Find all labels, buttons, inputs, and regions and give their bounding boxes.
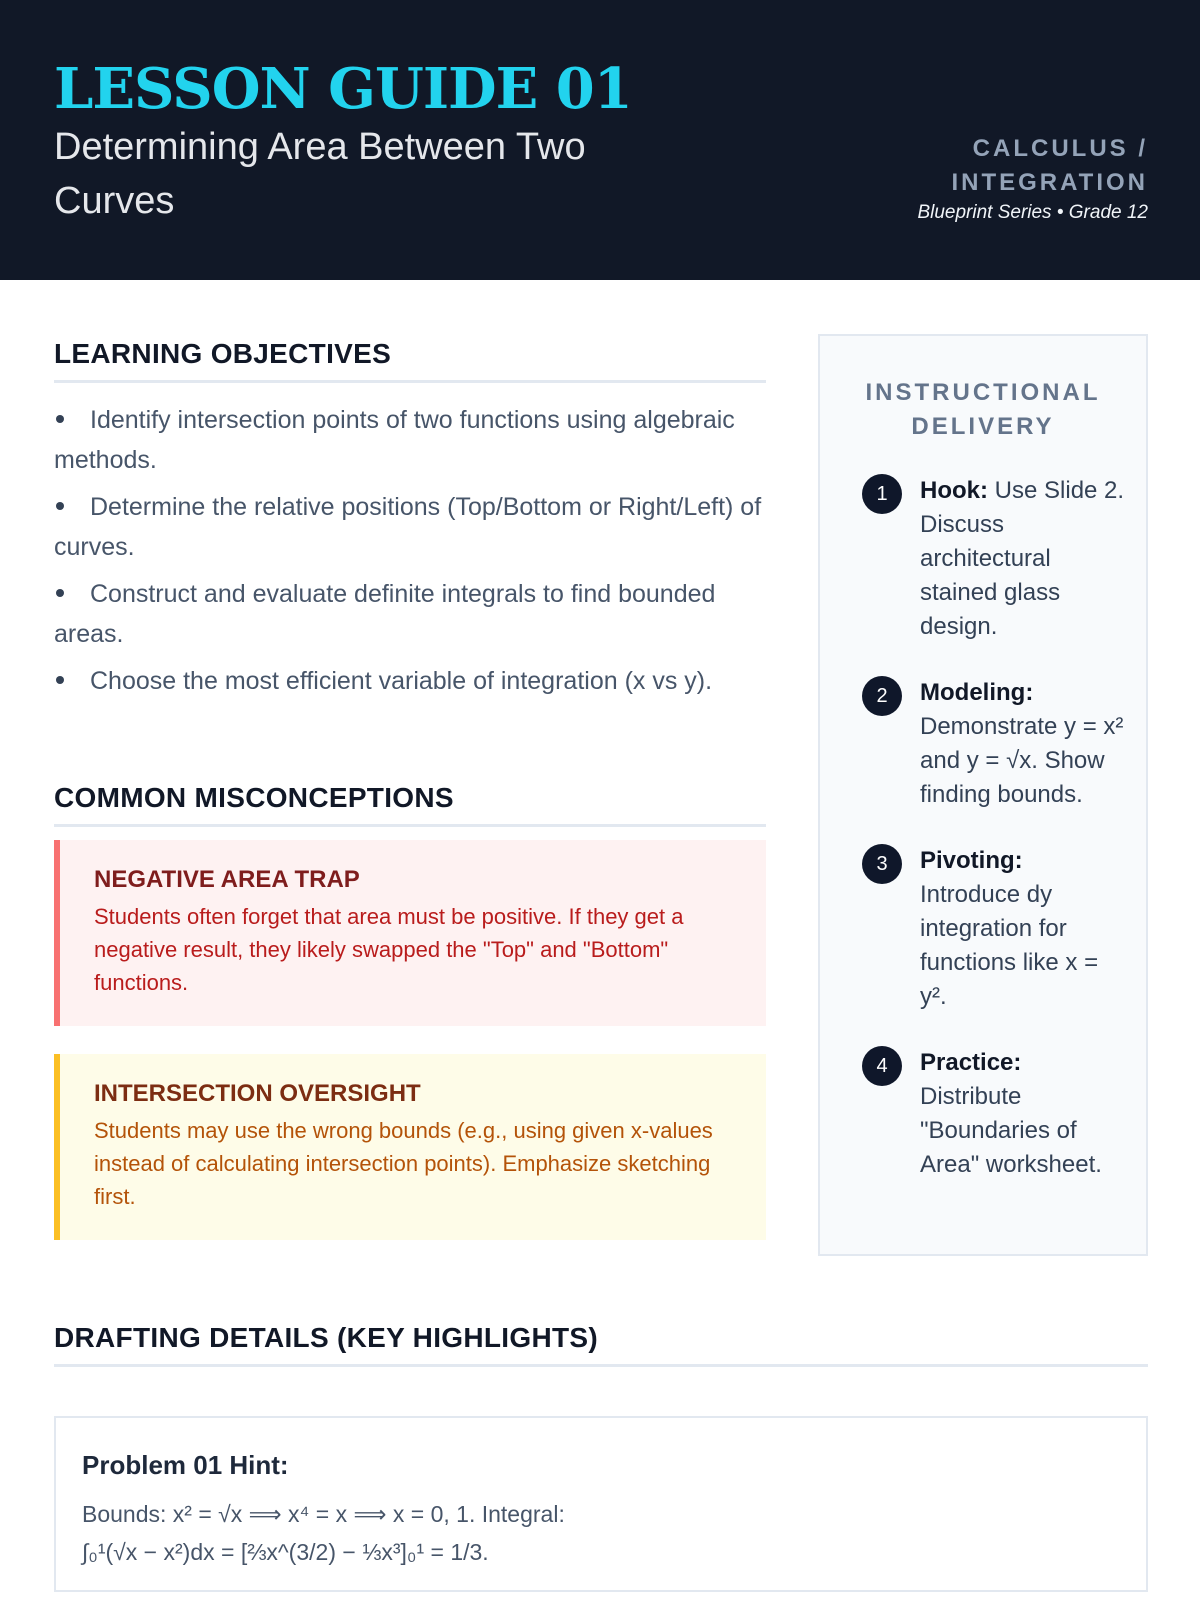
lesson-title: LESSON GUIDE 01 xyxy=(54,56,632,122)
step-text: Use Slide 2. Discuss architectural stained glass design. xyxy=(920,477,1125,640)
hint-body xyxy=(82,1495,1120,1571)
step-number-badge: 2 xyxy=(862,676,902,716)
step-label: Hook: xyxy=(920,477,988,504)
hint-bounds-line: Bounds: x² = √x ⟹ x⁴ = x ⟹ x = 0, 1. Integral: xyxy=(82,1501,565,1527)
delivery-step xyxy=(820,1046,1146,1182)
misconception-body: Students may use the wrong bounds (e.g., using given x-values instead of calculating intersection points). Emphasize sketching first. xyxy=(94,1118,713,1209)
bullet-icon xyxy=(56,415,64,423)
objectives-heading: LEARNING OBJECTIVES xyxy=(54,338,766,383)
bullet-icon xyxy=(56,589,64,597)
step-label: Modeling: xyxy=(920,679,1034,706)
misconception-card-negative-area xyxy=(54,840,766,1026)
hint-title: Problem 01 Hint: xyxy=(82,1450,289,1480)
problem-hint-box xyxy=(54,1416,1148,1592)
delivery-step xyxy=(820,844,1146,1014)
objective-item: Construct and evaluate definite integrals to find bounded areas. xyxy=(54,580,716,648)
misconception-title: NEGATIVE AREA TRAP xyxy=(94,866,360,893)
misconceptions-heading: COMMON MISCONCEPTIONS xyxy=(54,782,766,827)
page-header xyxy=(0,0,1200,280)
step-text: Demonstrate y = x² and y = √x. Show finding bounds. xyxy=(920,713,1124,808)
objective-item: Determine the relative positions (Top/Bottom or Right/Left) of curves. xyxy=(54,493,762,561)
series-label: Blueprint Series • Grade 12 xyxy=(917,202,1148,223)
step-text: Introduce dy integration for functions like x = y². xyxy=(920,881,1099,1010)
step-number-badge: 3 xyxy=(862,844,902,884)
misconception-body: Students often forget that area must be positive. If they get a negative result, they likely swapped the "Top" and "Bottom" functions. xyxy=(94,904,684,995)
subject-label: CALCULUS / INTEGRATION xyxy=(951,135,1148,196)
drafting-heading: DRAFTING DETAILS (KEY HIGHLIGHTS) xyxy=(54,1322,1148,1367)
misconception-card-intersection xyxy=(54,1054,766,1240)
lesson-subtitle: Determining Area Between Two Curves xyxy=(54,126,586,222)
misconception-title: INTERSECTION OVERSIGHT xyxy=(94,1080,421,1107)
step-number-badge: 4 xyxy=(862,1046,902,1086)
objective-item: Identify intersection points of two functions using algebraic methods. xyxy=(54,406,735,474)
step-number-badge: 1 xyxy=(862,474,902,514)
hint-integral-line: ∫₀¹(√x − x²)dx = [⅔x^(3/2) − ⅓x³]₀¹ = 1/3. xyxy=(82,1539,489,1565)
step-label: Practice: xyxy=(920,1049,1022,1076)
delivery-steps xyxy=(820,474,1146,1182)
objective-item: Choose the most efficient variable of integration (x vs y). xyxy=(54,661,766,701)
objectives-list xyxy=(54,400,766,708)
delivery-heading: INSTRUCTIONAL DELIVERY xyxy=(865,379,1101,440)
instructional-delivery-panel xyxy=(818,334,1148,1256)
delivery-step xyxy=(820,676,1146,812)
bullet-icon xyxy=(56,502,64,510)
bullet-icon xyxy=(56,676,64,684)
delivery-step xyxy=(820,474,1146,644)
lesson-meta xyxy=(848,132,1148,224)
step-text: Distribute "Boundaries of Area" worksheet. xyxy=(920,1083,1102,1178)
step-label: Pivoting: xyxy=(920,847,1023,874)
